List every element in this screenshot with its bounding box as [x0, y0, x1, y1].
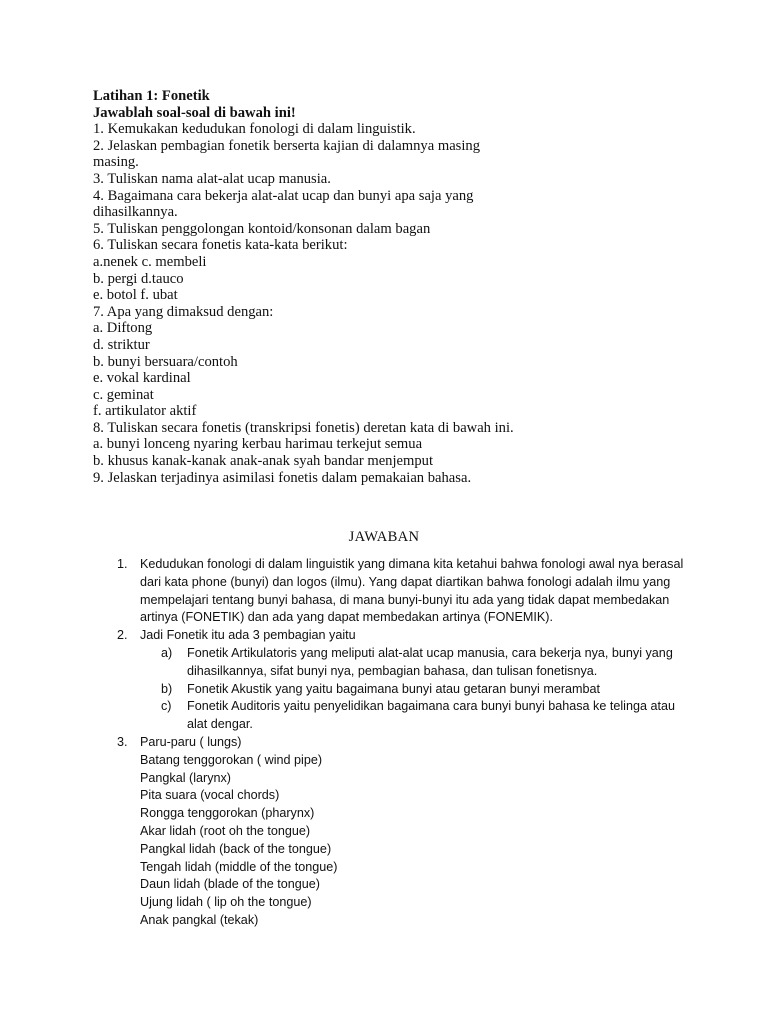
- sub-item-text: Fonetik Artikulatoris yang meliputi alat-alat ucap manusia, cara bekerja nya, bunyi yang dihasilkannya, sifat bunyi nya, pembagian bahasa, dan tulisan fonetisnya.: [187, 645, 673, 678]
- sub-item-text: Fonetik Auditoris yaitu penyelidikan bagaimana cara bunyi bunyi bahasa ke telinga atau alat dengar.: [187, 699, 675, 732]
- answer-sub-item-c: [140, 698, 693, 734]
- answer-item-3: [93, 734, 693, 930]
- speech-organ: Paru-paru ( lungs): [140, 734, 242, 749]
- question-line: 4. Bagaimana cara bekerja alat-alat ucap dan bunyi apa saja yang: [93, 187, 474, 204]
- answer-number: 2.: [117, 628, 128, 643]
- speech-organ: Ujung lidah ( lip oh the tongue): [140, 895, 312, 910]
- answer-number: 1.: [117, 557, 128, 571]
- exercise-title: Latihan 1: Fonetik: [93, 88, 210, 104]
- speech-organ: Pangkal lidah (back of the tongue): [140, 841, 332, 856]
- sub-item-letter: a): [161, 645, 173, 660]
- speech-organ: Batang tenggorokan ( wind pipe): [140, 752, 323, 767]
- speech-organ: Tengah lidah (middle of the tongue): [140, 859, 338, 874]
- speech-organ: Rongga tenggorokan (pharynx): [140, 806, 315, 821]
- exercise-questions: [93, 88, 543, 486]
- answer-number: 3.: [117, 734, 128, 749]
- question-line: b. pergi d.tauco: [93, 270, 184, 287]
- question-line: e. vokal kardinal: [93, 370, 191, 387]
- question-line: 1. Kemukakan kedudukan fonologi di dalam linguistik.: [93, 121, 416, 138]
- exercise-instruction: Jawablah soal-soal di bawah ini!: [93, 104, 296, 121]
- answer-text: Jadi Fonetik itu ada 3 pembagian yaitu: [140, 628, 356, 643]
- answer-sub-list: [140, 645, 693, 734]
- question-line: f. artikulator aktif: [93, 403, 197, 420]
- question-line: e. botol f. ubat: [93, 287, 178, 304]
- answer-item-2: [93, 627, 693, 734]
- question-line: b. khusus kanak-kanak anak-anak syah bandar menjemput: [93, 453, 434, 470]
- question-line: 7. Apa yang dimaksud dengan:: [93, 303, 274, 320]
- question-line: a.nenek c. membeli: [93, 253, 207, 270]
- answer-sub-item-a: [140, 645, 693, 681]
- speech-organ: Pangkal (larynx): [140, 770, 231, 785]
- question-line: 9. Jelaskan terjadinya asimilasi fonetis dalam pemakaian bahasa.: [93, 469, 472, 486]
- question-line: b. bunyi bersuara/contoh: [93, 353, 238, 370]
- sub-item-text: Fonetik Akustik yang yaitu bagaimana bunyi atau getaran bunyi merambat: [187, 681, 601, 696]
- speech-organ: Daun lidah (blade of the tongue): [140, 877, 320, 892]
- question-line: masing.: [93, 154, 139, 171]
- question-line: 3. Tuliskan nama alat-alat ucap manusia.: [93, 170, 331, 187]
- question-line: d. striktur: [93, 336, 150, 353]
- sub-item-letter: c): [161, 699, 172, 714]
- answer-sub-item-b: [140, 681, 693, 699]
- question-line: 5. Tuliskan penggolongan kontoid/konsonan dalam bagan: [93, 220, 431, 237]
- answers-list: [93, 556, 693, 930]
- question-line: 6. Tuliskan secara fonetis kata-kata berikut:: [93, 237, 348, 254]
- answer-item-1: [93, 556, 693, 627]
- question-line: 8. Tuliskan secara fonetis (transkripsi fonetis) deretan kata di bawah ini.: [93, 419, 514, 436]
- speech-organ: Pita suara (vocal chords): [140, 788, 280, 803]
- question-line: dihasilkannya.: [93, 204, 178, 221]
- question-line: a. bunyi lonceng nyaring kerbau harimau terkejut semua: [93, 436, 423, 453]
- answer-text: Kedudukan fonologi di dalam linguistik yang dimana kita ketahui bahwa fonologi awal nya berasal dari kata phone (bunyi) dan logos (ilmu). Yang dapat diartikan bahwa fonologi adalah ilmu yang mempelajari tentang bunyi bahasa, di mana bunyi-bunyi itu ada yang tidak dapat membedakan artinya (FONETIK) dan ada yang dapat membedakan artinya (FONEMIK).: [140, 557, 684, 625]
- speech-organ: Anak pangkal (tekak): [140, 912, 259, 927]
- question-line: a. Diftong: [93, 320, 153, 337]
- sub-item-letter: b): [161, 681, 173, 696]
- question-line: c. geminat: [93, 386, 154, 403]
- answers-heading: JAWABAN: [348, 529, 420, 545]
- question-line: 2. Jelaskan pembagian fonetik berserta kajian di dalamnya masing: [93, 137, 481, 154]
- speech-organ: Akar lidah (root oh the tongue): [140, 823, 311, 838]
